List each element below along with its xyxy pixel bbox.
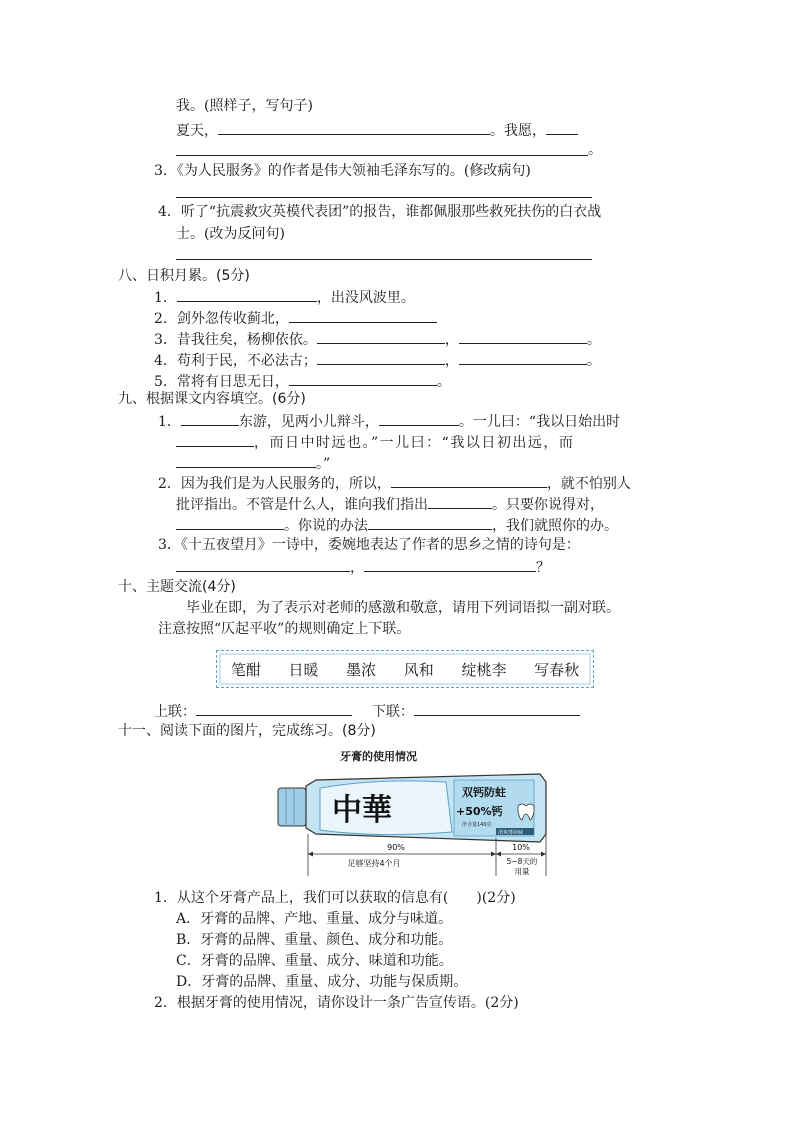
item-text: ，我们就照你的办。 xyxy=(492,518,618,534)
recite-item-5 xyxy=(154,370,451,390)
question-mark: ？ xyxy=(536,560,550,576)
answer-blank[interactable] xyxy=(368,514,492,530)
comma: ， xyxy=(444,353,459,369)
brand-name: 中華 xyxy=(332,793,392,828)
upper-couplet-label: 上联： xyxy=(154,704,196,720)
item-number: 1． xyxy=(154,290,177,306)
answer-blank[interactable] xyxy=(289,307,437,323)
item-text: 。你说的办法 xyxy=(284,518,368,534)
answer-blank[interactable] xyxy=(317,349,445,365)
answer-blank[interactable] xyxy=(364,556,536,572)
word-bank-box xyxy=(216,650,594,688)
duration-main: 足够坚持4个月 xyxy=(347,859,401,868)
answer-blank[interactable] xyxy=(176,452,316,468)
calcium-label: +50%钙 xyxy=(456,805,503,818)
item-text: 批评指出。不管是什么人，谁向我们指出 xyxy=(176,497,428,513)
fill-q3-line2 xyxy=(176,556,550,576)
question-4-line1: 4．听了“抗震救灾英模代表团”的报告，谁都佩服那些救死扶伤的白衣战 xyxy=(158,204,602,220)
reading-q1: 1．从这个牙膏产品上，我们可以获取的信息有( )(2分) xyxy=(154,890,516,906)
question-4-line2: 士。(改为反问句) xyxy=(176,226,285,242)
answer-blank[interactable] xyxy=(391,472,547,488)
toothpaste-figure xyxy=(276,768,550,880)
section-11-title: 十一、阅读下面的图片，完成练习。(8分) xyxy=(118,723,376,739)
answer-blank[interactable] xyxy=(459,349,587,365)
item-text: 。” xyxy=(316,456,331,472)
answer-blank[interactable] xyxy=(177,286,317,302)
net-weight: 净含量140克 xyxy=(462,822,492,828)
answer-blank[interactable] xyxy=(459,328,587,344)
answer-line[interactable] xyxy=(176,197,592,198)
section-9-title: 九、根据课文内容填空。(6分) xyxy=(118,391,306,407)
option-c[interactable]: C．牙膏的品牌、重量、成分、味道和功能。 xyxy=(176,953,453,969)
answer-blank[interactable] xyxy=(181,410,239,426)
answer-blank[interactable] xyxy=(218,119,490,135)
fill-q2-line3 xyxy=(176,514,618,534)
recite-item-1 xyxy=(154,286,415,306)
period: 。 xyxy=(586,353,601,369)
question-3-fix-sentence: 3．《为人民服务》的作者是伟大领袖毛泽东写的。(修改病句) xyxy=(154,163,531,179)
percent-main: 90% xyxy=(387,843,405,852)
answer-blank[interactable] xyxy=(176,514,284,530)
item-text: 东游，见两小儿辩斗， xyxy=(238,414,379,430)
couplet-answer-line xyxy=(154,700,580,720)
item-text: 2．因为我们是为人民服务的，所以， xyxy=(158,476,391,492)
percent-end: 10% xyxy=(512,843,530,852)
reading-q2: 2．根据牙膏的使用情况，请你设计一条广告宣传语。(2分) xyxy=(154,995,519,1011)
word-item: 日暖 xyxy=(288,660,319,679)
item-number: 1． xyxy=(158,414,181,430)
answer-blank[interactable] xyxy=(176,431,254,447)
answer-blank[interactable] xyxy=(176,556,350,572)
item-text: 。一儿曰：“我以日始出时 xyxy=(458,414,621,430)
tube-cap xyxy=(278,788,306,826)
item-text: 3．昔我往矣，杨柳依依。 xyxy=(154,332,317,348)
fill-q1-line1 xyxy=(158,410,620,430)
recite-item-4 xyxy=(154,349,601,369)
figure-title: 牙膏的使用情况 xyxy=(340,750,417,763)
answer-line[interactable] xyxy=(176,155,588,156)
word-item: 绽桃李 xyxy=(461,660,507,679)
answer-line[interactable] xyxy=(176,259,592,260)
answer-blank[interactable] xyxy=(289,370,437,386)
comma: ， xyxy=(350,560,364,576)
feature-label: 双钙防蛀 xyxy=(462,786,506,799)
option-b[interactable]: B．牙膏的品牌、重量、颜色、成分和功能。 xyxy=(176,932,453,948)
word-item: 写春秋 xyxy=(534,660,580,679)
fill-q2-line2 xyxy=(176,493,604,513)
recite-item-3 xyxy=(154,328,601,348)
summer-prefix: 夏天， xyxy=(176,123,218,139)
section-8-title: 八、日积月累。(5分) xyxy=(118,268,250,284)
fill-q2-line1 xyxy=(158,472,631,492)
rewrite-instruction: 我。(照样子，写句子) xyxy=(176,98,313,114)
item-text: ，而日中时远也。”一儿曰：“我以日初出远，而 xyxy=(254,435,575,451)
couplet-instruction-1: 毕业在即，为了表示对老师的感激和敬意，请用下列词语拟一副对联。 xyxy=(186,600,620,616)
period: 。 xyxy=(586,332,601,348)
item-text: ，就不怕别人 xyxy=(546,476,631,492)
word-item: 风和 xyxy=(403,660,434,679)
duration-end-2: 用量 xyxy=(514,867,530,876)
upper-couplet-blank[interactable] xyxy=(196,700,352,716)
item-text: 2．剑外忽传收蓟北， xyxy=(154,311,289,327)
word-item: 笔酣 xyxy=(230,660,261,679)
fill-q3-line1: 3．《十五夜望月》一诗中，委婉地表达了作者的思乡之情的诗句是： xyxy=(158,537,580,553)
rewrite-line xyxy=(176,119,578,139)
item-text: ，出没风波里。 xyxy=(316,290,415,306)
fill-q1-line2 xyxy=(176,431,574,451)
section-10-title: 十、主题交流(4分) xyxy=(118,579,236,595)
option-d[interactable]: D．牙膏的品牌、重量、成分、功能与保质期。 xyxy=(176,974,468,990)
answer-blank[interactable] xyxy=(379,410,459,426)
period: 。 xyxy=(588,142,602,158)
couplet-instruction-2: 注意按照“仄起平收”的规则确定上下联。 xyxy=(158,621,411,637)
answer-blank[interactable] xyxy=(546,119,578,135)
flavor-label: 清爽薄荷味 xyxy=(498,830,524,836)
option-a[interactable]: A．牙膏的品牌、产地、重量、成分与味道。 xyxy=(176,911,453,927)
lower-couplet-label: 下联： xyxy=(372,704,414,720)
answer-blank[interactable] xyxy=(317,328,445,344)
wish-prefix: 。我愿， xyxy=(490,123,546,139)
period: 。 xyxy=(436,374,451,390)
fill-q1-line3 xyxy=(176,452,330,472)
comma: ， xyxy=(444,332,459,348)
word-item: 墨浓 xyxy=(346,660,377,679)
duration-end-1: 5~8天的 xyxy=(506,857,538,866)
recite-item-2 xyxy=(154,307,437,327)
lower-couplet-blank[interactable] xyxy=(414,700,580,716)
answer-blank[interactable] xyxy=(428,493,492,509)
item-text: 。只要你说得对， xyxy=(492,497,604,513)
item-text: 5．常将有日思无日， xyxy=(154,374,289,390)
item-text: 4．苟利于民，不必法古； xyxy=(154,353,317,369)
